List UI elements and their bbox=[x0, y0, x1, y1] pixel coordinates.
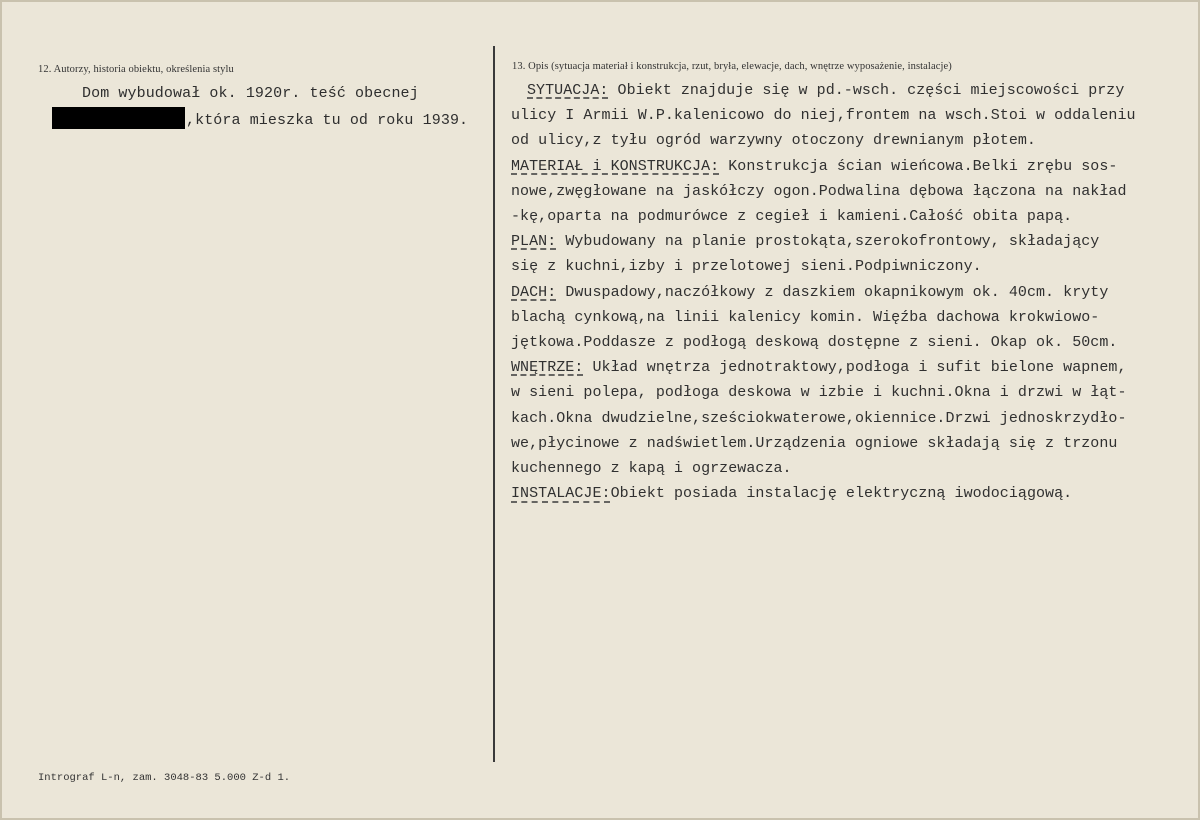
plan-text: Wybudowany na planie prostokąta,szerokofrontowy, składający bbox=[556, 233, 1100, 251]
section-13-caption: 13. Opis (sytuacja materiał i konstrukcja, rzut, bryła, elewacje, dach, wnętrze wyposażenie, instalacje) bbox=[512, 61, 952, 72]
plan-line-2: się z kuchni,izby i przelotowej sieni.Podpiwniczony. bbox=[511, 258, 982, 276]
instalacje-line-1 bbox=[511, 481, 1200, 506]
sytuacja-text: Obiekt znajduje się w pd.-wsch. części miejscowości przy bbox=[608, 82, 1125, 99]
instalacje-text: Obiekt posiada instalację elektryczną iwodociągową. bbox=[610, 485, 1073, 503]
dach-text: Dwuspadowy,naczółkowy z daszkiem okapnikowym ok. 40cm. kryty bbox=[556, 283, 1109, 301]
material-line-2: nowe,zwęgłowane na jaskółczy ogon.Podwalina dębowa łączona na nakład bbox=[511, 182, 1127, 200]
redaction-bar bbox=[52, 107, 185, 129]
history-line-2-text: ,która mieszka tu od roku 1939. bbox=[186, 112, 469, 129]
material-text: Konstrukcja ścian wieńcowa.Belki zrębu sos- bbox=[719, 157, 1118, 175]
wnetrze-line-3: kach.Okna dwudzielne,sześciokwaterowe,okiennice.Drzwi jednoskrzydło- bbox=[511, 409, 1127, 427]
sytuacja-heading: SYTUACJA: bbox=[527, 82, 609, 99]
plan-heading: PLAN: bbox=[511, 233, 557, 251]
wnetrze-line-5: kuchennego z kapą i ogrzewacza. bbox=[511, 460, 792, 478]
description-text bbox=[511, 78, 1200, 506]
section-12-caption: 12. Autorzy, historia obiektu, określenia stylu bbox=[38, 64, 234, 75]
sytuacja-line-3: od ulicy,z tyłu ogród warzywny otoczony drewnianym płotem. bbox=[511, 132, 1036, 150]
dach-line-1 bbox=[511, 280, 1200, 305]
history-text bbox=[52, 80, 482, 134]
material-line-3: -kę,oparta na podmurówce z cegieł i kamieni.Całość obita papą. bbox=[511, 208, 1073, 226]
dach-line-2: blachą cynkową,na linii kalenicy komin. Więźba dachowa krokwiowo- bbox=[511, 308, 1100, 326]
material-line-1 bbox=[511, 154, 1200, 179]
dach-line-3: jętkowa.Poddasze z podłogą deskową dostępne z sieni. Okap ok. 50cm. bbox=[511, 334, 1118, 352]
material-heading: MATERIAŁ i KONSTRUKCJA: bbox=[511, 157, 720, 175]
wnetrze-line-1 bbox=[511, 355, 1200, 380]
wnetrze-line-2: w sieni polepa, podłoga deskowa w izbie i kuchni.Okna i drzwi w łąt- bbox=[511, 384, 1127, 402]
wnetrze-line-4: we,płycinowe z nadświetlem.Urządzenia ogniowe składają się z trzonu bbox=[511, 434, 1118, 452]
wnetrze-heading: WNĘTRZE: bbox=[511, 359, 584, 377]
history-line-1: Dom wybudował ok. 1920r. teść obecnej bbox=[82, 85, 419, 102]
history-line-2 bbox=[52, 107, 482, 134]
column-divider bbox=[493, 46, 495, 762]
sytuacja-line-1 bbox=[511, 78, 1200, 103]
plan-line-1 bbox=[511, 229, 1200, 254]
instalacje-heading: INSTALACJE: bbox=[511, 485, 611, 503]
sytuacja-line-2: ulicy I Armii W.P.kalenicowo do niej,frontem na wsch.Stoi w oddaleniu bbox=[511, 107, 1136, 125]
printer-imprint: Intrograf L-n, zam. 3048-83 5.000 Z-d 1. bbox=[38, 772, 291, 784]
dach-heading: DACH: bbox=[511, 283, 557, 301]
wnetrze-text: Układ wnętrza jednotraktowy,podłoga i sufit bielone wapnem, bbox=[583, 359, 1127, 377]
